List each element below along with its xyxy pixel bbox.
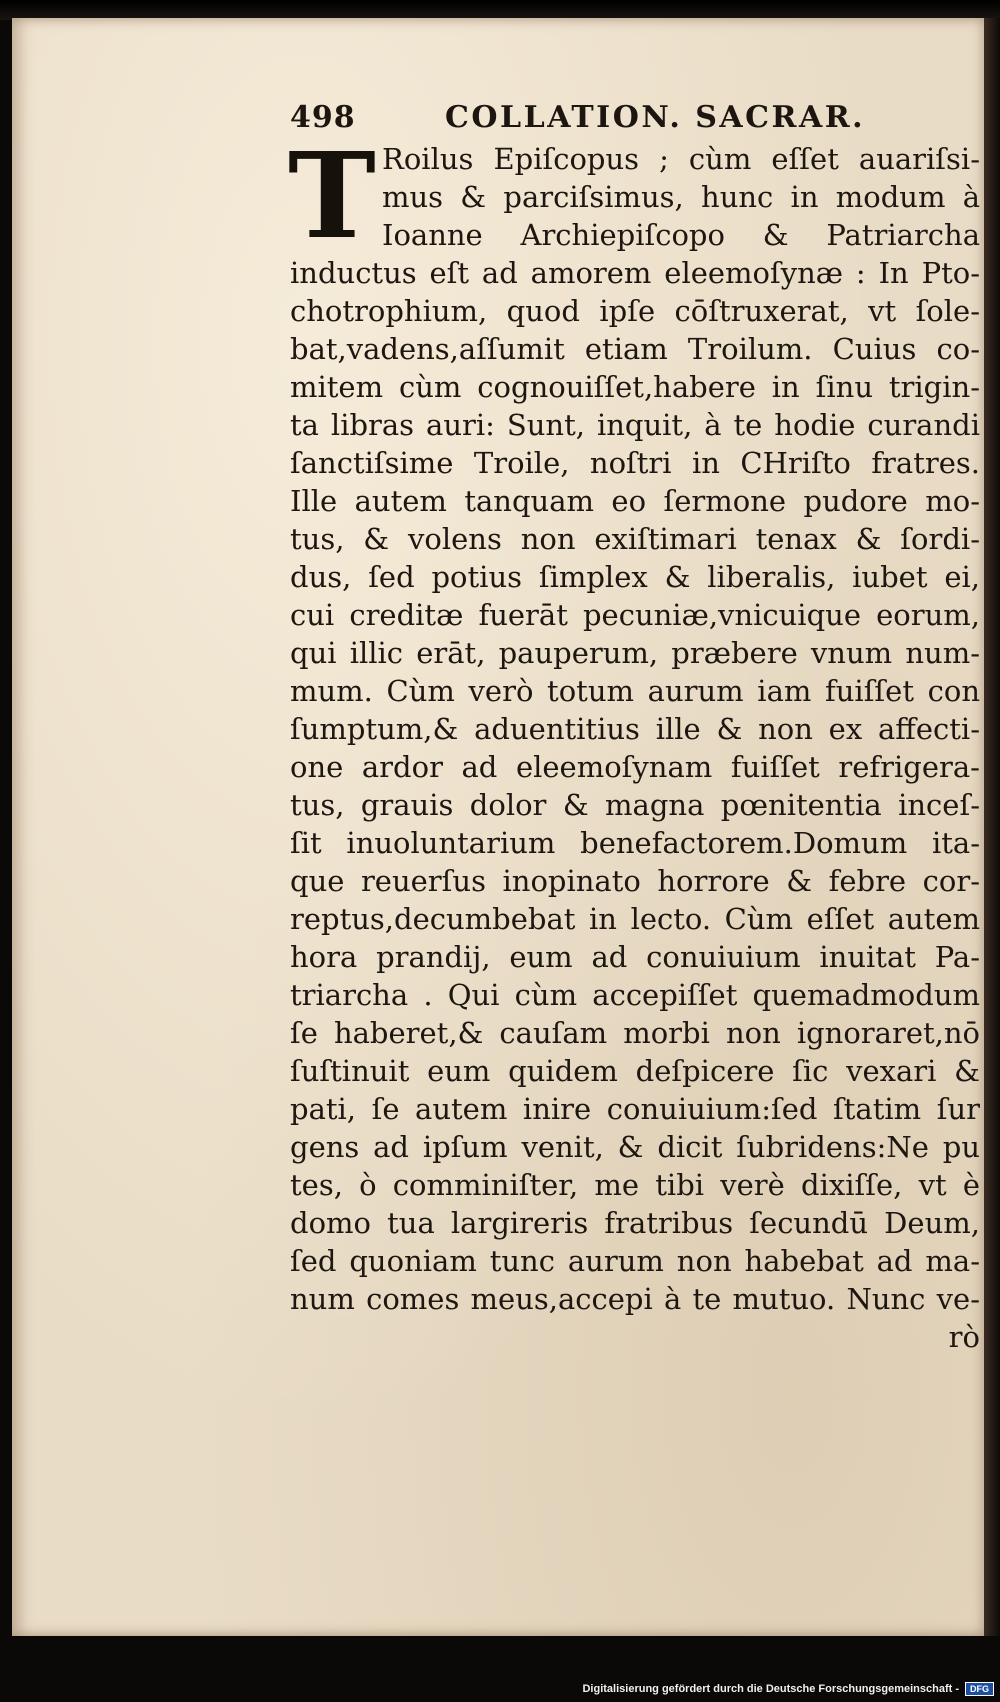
text-line: pati, ſe autem inire conuiuium:ſed ſtatim ſur <box>290 1092 980 1126</box>
text-line: ſumptum,& aduentitius ille & non ex affecti- <box>290 712 980 746</box>
catchword: rò <box>948 1320 980 1354</box>
text-line: bat,vadens,aſſumit etiam Troilum. Cuius co- <box>290 332 980 366</box>
text-line: que reuerſus inopinato horrore & febre cor- <box>290 864 980 898</box>
text-line: ſed quoniam tunc aurum non habebat ad ma- <box>290 1244 980 1278</box>
text-line: reptus,decumbebat in lecto. Cùm eſſet autem <box>290 902 980 936</box>
text-line: gens ad ipſum venit, & dicit ſubridens:Ne pu <box>290 1130 980 1164</box>
text-line: mitem cùm cognouiſſet,habere in ſinu trigin- <box>290 370 980 404</box>
page-gutter-edge <box>984 18 1000 1636</box>
text-line: hora prandij, eum ad conuiuium inuitat Pa- <box>290 940 980 974</box>
text-line: ſanctiſsime Troile, noſtri in CHriſto fratres. <box>290 446 980 480</box>
footer-credit-text: Digitalisierung gefördert durch die Deutsche Forschungsgemeinschaft - <box>582 1683 959 1695</box>
text-line: Ille autem tanquam eo ſermone pudore mo- <box>290 484 980 518</box>
text-line: ſit inuoluntarium benefactorem.Domum ita- <box>290 826 980 860</box>
text-line: tes, ò comminiſter, me tibi verè dixiſſe, vt è <box>290 1168 980 1202</box>
text-line: num comes meus,accepi à te mutuo. Nunc ve- <box>290 1282 980 1316</box>
text-line: mum. Cùm verò totum aurum iam fuiſſet con <box>290 674 980 708</box>
text-line: Ioanne Archiepiſcopo & Patriarcha <box>382 218 980 252</box>
text-line: inductus eſt ad amorem eleemoſynæ : In Pto- <box>290 256 980 290</box>
text-body <box>288 126 980 1356</box>
text-line: one ardor ad eleemoſynam fuiſſet refrigera- <box>290 750 980 784</box>
text-line: tus, grauis dolor & magna pœnitentia inceſ- <box>290 788 980 822</box>
page-number: 498 <box>290 100 356 135</box>
text-line: triarcha . Qui cùm accepiſſet quemadmodum <box>290 978 980 1012</box>
text-line: mus & parciſsimus, hunc in modum à <box>382 180 980 214</box>
text-line: domo tua largireris fratribus ſecundū Deum, <box>290 1206 980 1240</box>
running-head-title: COLLATION. SACRAR. <box>445 100 866 135</box>
text-line: Roilus Epiſcopus ; cùm eſſet auariſsi- <box>382 142 980 176</box>
digitization-footer <box>582 1682 994 1696</box>
text-line: tus, & volens non exiſtimari tenax & ſordi- <box>290 522 980 556</box>
text-line: ta libras auri: Sunt, inquit, à te hodie curandi <box>290 408 980 442</box>
text-line: chotrophium, quod ipſe cōſtruxerat, vt ſole- <box>290 294 980 328</box>
text-line: ſe haberet,& cauſam morbi non ignoraret,nō <box>290 1016 980 1050</box>
text-line: qui illic erāt, pauperum, præbere vnum num- <box>290 636 980 670</box>
drop-cap: T <box>288 126 376 265</box>
running-head <box>290 100 970 144</box>
text-line: ſuſtinuit eum quidem deſpicere ſic vexari & <box>290 1054 980 1088</box>
text-line: cui creditæ fuerāt pecuniæ,vnicuique eorum, <box>290 598 980 632</box>
text-line: dus, ſed potius ſimplex & liberalis, iubet ei, <box>290 560 980 594</box>
top-edge-shadow <box>0 0 1000 20</box>
dfg-logo: DFG <box>965 1682 994 1696</box>
